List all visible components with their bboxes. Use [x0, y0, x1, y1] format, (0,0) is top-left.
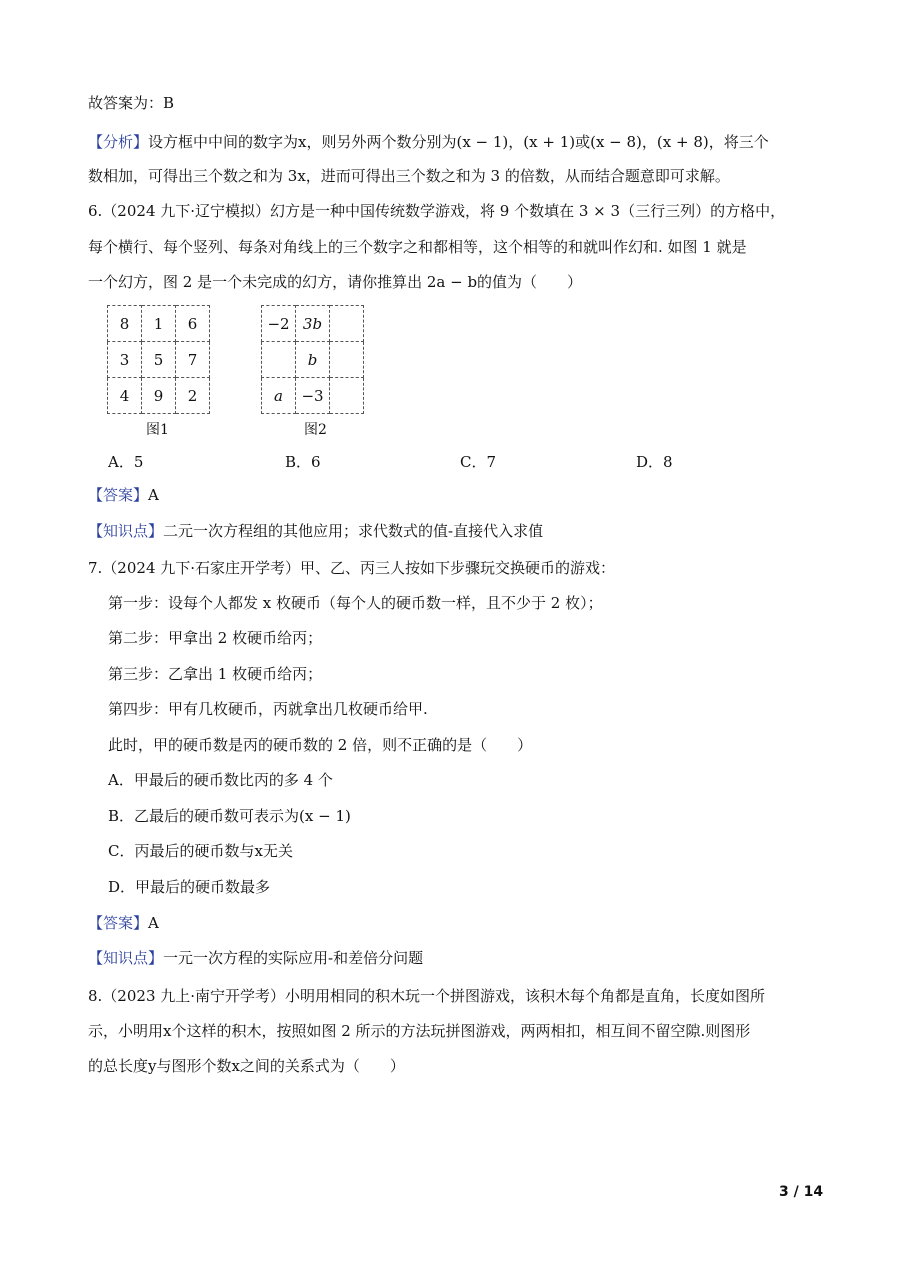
- q8-line-3: 的总长度y与图形个数x之间的关系式为（ ）: [88, 1057, 405, 1075]
- q6-option-d: D．8: [636, 453, 673, 471]
- fig2-cell: b: [296, 342, 330, 378]
- fig2-cell: [330, 306, 364, 342]
- fig2-cell: [262, 342, 296, 378]
- fig1-cell: 3: [108, 342, 142, 378]
- magic-square-fig1: [107, 305, 210, 414]
- q6-line-3: 一个幻方，图 2 是一个未完成的幻方，请你推算出 2a − b的值为（ ）: [88, 273, 583, 291]
- answer-line-q5: 故答案为：B: [88, 94, 175, 112]
- analysis-tag: 【分析】: [88, 133, 149, 151]
- fig1-cell: 2: [176, 378, 210, 414]
- q7-line-1: 7.（2024 九下·石家庄开学考）甲、乙、丙三人按如下步骤玩交换硬币的游戏：: [88, 559, 616, 577]
- page-number: 3 / 14: [779, 1184, 824, 1200]
- q7-step-4: 第四步：甲有几枚硬币，丙就拿出几枚硬币给甲.: [108, 700, 428, 718]
- analysis-line-2: 数相加，可得出三个数之和为 3x，进而可得出三个数之和为 3 的倍数，从而结合题意即可求解。: [88, 167, 730, 185]
- q6-answer: 【答案】A: [88, 486, 159, 504]
- q7-question: 此时，甲的硬币数是丙的硬币数的 2 倍，则不正确的是（ ）: [108, 736, 533, 754]
- q7-option-a: A．甲最后的硬币数比丙的多 4 个: [108, 771, 333, 789]
- fig1-cell: 4: [108, 378, 142, 414]
- q7-option-d: D．甲最后的硬币数最多: [108, 878, 271, 896]
- q7-answer: 【答案】A: [88, 914, 159, 932]
- q7-option-b: B．乙最后的硬币数可表示为(x − 1): [108, 807, 351, 825]
- q8-line-1: 8.（2023 九上·南宁开学考）小明用相同的积木玩一个拼图游戏，该积木每个角都是直角，长度如图所: [88, 987, 766, 1005]
- fig2-caption: 图2: [304, 422, 327, 438]
- fig1-cell: 1: [142, 306, 176, 342]
- q8-line-2: 示，小明用x个这样的积木，按照如图 2 所示的方法玩拼图游戏，两两相扣，相互间不留空隙.则图形: [88, 1022, 751, 1040]
- fig1-cell: 8: [108, 306, 142, 342]
- fig1-cell: 9: [142, 378, 176, 414]
- magic-square-fig2: [261, 305, 364, 414]
- fig2-cell: [330, 378, 364, 414]
- q7-step-2: 第二步：甲拿出 2 枚硬币给丙；: [108, 629, 323, 647]
- fig1-caption: 图1: [146, 422, 169, 438]
- fig1-cell: 5: [142, 342, 176, 378]
- fig2-cell: −3: [296, 378, 330, 414]
- q7-option-c: C．丙最后的硬币数与x无关: [108, 842, 293, 860]
- q6-line-1: 6.（2024 九下·辽宁模拟）幻方是一种中国传统数学游戏，将 9 个数填在 3 × 3（三行三列）的方格中，: [88, 202, 786, 220]
- analysis-line-1: 【分析】设方框中中间的数字为x，则另外两个数分别为(x − 1)，(x + 1)或(x − 8)，(x + 8)，将三个: [88, 133, 769, 151]
- q7-step-3: 第三步：乙拿出 1 枚硬币给丙；: [108, 665, 323, 683]
- fig1-cell: 6: [176, 306, 210, 342]
- q6-line-2: 每个横行、每个竖列、每条对角线上的三个数字之和都相等，这个相等的和就叫作幻和. 如图 1 就是: [88, 238, 747, 256]
- q7-knowledge-point: 【知识点】一元一次方程的实际应用-和差倍分问题: [88, 949, 424, 967]
- fig2-cell: 3b: [296, 306, 330, 342]
- q6-option-c: C．7: [460, 453, 497, 471]
- fig1-cell: 7: [176, 342, 210, 378]
- q6-knowledge-point: 【知识点】二元一次方程组的其他应用；求代数式的值-直接代入求值: [88, 522, 544, 540]
- q6-option-b: B．6: [285, 453, 321, 471]
- fig2-cell: [330, 342, 364, 378]
- q7-step-1: 第一步：设每个人都发 x 枚硬币（每个人的硬币数一样，且不少于 2 枚）；: [108, 594, 603, 612]
- q6-option-a: A．5: [108, 453, 144, 471]
- fig2-cell: −2: [262, 306, 296, 342]
- fig2-cell: a: [262, 378, 296, 414]
